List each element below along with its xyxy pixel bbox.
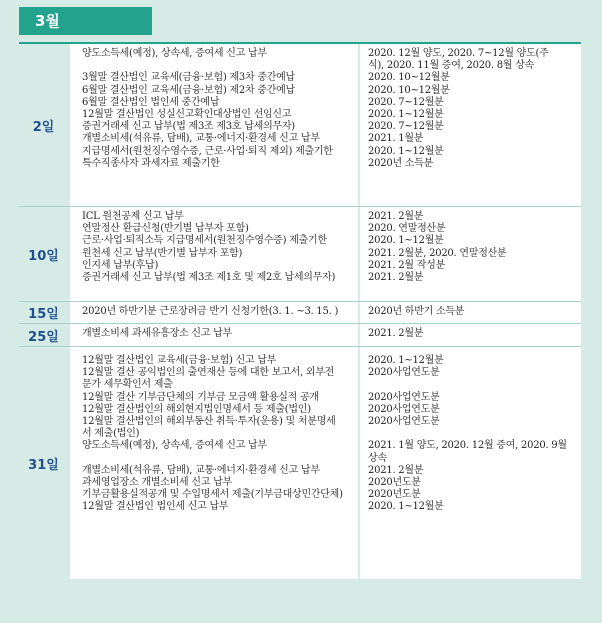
task-item: 양도소득세(예정), 상속세, 증여세 신고 납부 (82, 48, 267, 59)
task-item: 12월말 결산 기부금단체의 기부금 모금액 활용실적 공개 (82, 391, 319, 403)
period-item: 2020. 1~12월분 (368, 501, 444, 513)
task-item: 2020년 하반기분 근로장려금 반기 신청기한(3. 1. ~3. 15. ) (82, 306, 339, 317)
task-list (70, 44, 358, 206)
period-item: 2020. 1~12월분 (368, 145, 444, 157)
task-item: 3월말 결산법인 교육세(금융·보험) 제3차 중간예납 (82, 72, 295, 84)
task-item: 증권거래세 신고 납부(법 제3조 제3호 납세의무자) (82, 121, 295, 133)
task-item: 12월말 결산 공익법인의 출연재산 등에 대한 보고서, 외부전 (82, 367, 335, 379)
task-item: 문가 세무확인서 제출 (82, 379, 173, 391)
task-item: 개별소비세 과세유흥장소 신고 납부 (82, 328, 232, 339)
period-item: 2020. 1~12월분 (368, 235, 444, 247)
task-item: 12월말 결산법인 교육세(금융·보험) 신고 납부 (82, 355, 277, 366)
schedule-row (19, 207, 581, 302)
period-item (368, 379, 575, 391)
period-item: 2020사업연도분 (368, 391, 440, 403)
due-day-label: 15일 (19, 302, 68, 323)
period-item: 2020. 1~12월분 (368, 355, 444, 366)
period-item: 2021. 1월분 (368, 133, 424, 145)
task-item (82, 60, 352, 72)
task-item: 12월말 결산법인의 해외부동산 취득·투자(운용) 및 처분명세 (82, 416, 336, 428)
task-list (70, 324, 358, 346)
task-item: 개별소비세(석유류, 담배), 교통·에너지·환경세 신고 납부 (82, 133, 320, 145)
period-list (360, 302, 581, 323)
task-list (70, 207, 358, 301)
period-item: 2020년 소득분 (368, 157, 434, 169)
period-item: 2020. 7~12월분 (368, 121, 444, 133)
period-item: 2021. 1월 양도, 2020. 12월 증여, 2020. 9월 (368, 440, 567, 452)
period-item: 2021. 2월분 (368, 272, 424, 284)
period-item: 식), 2020. 11월 증여, 2020. 8월 상속 (368, 60, 535, 72)
period-item: 2021. 2월분 (368, 328, 424, 339)
month-title: 3월 (19, 7, 152, 35)
task-item: 특수직종사자 과세자료 제출기한 (82, 157, 220, 169)
schedule-row (19, 302, 581, 324)
period-item: 2021. 2월분 (368, 464, 424, 476)
task-item: 개별소비세(석유류, 담배), 교통·에너지·환경세 신고 납부 (82, 464, 320, 476)
task-item (82, 453, 352, 465)
period-item (368, 428, 575, 440)
schedule-row (19, 44, 581, 207)
period-item: 2020. 7~12월분 (368, 96, 444, 108)
period-item: 2020년도분 (368, 489, 421, 501)
task-item: 근로·사업·퇴직소득 지급명세서(원천징수영수증) 제출기한 (82, 235, 327, 247)
period-item: 2020년도분 (368, 477, 421, 488)
task-item: ICL 원천공제 신고 납부 (82, 211, 184, 222)
period-item: 2020사업연도분 (368, 416, 440, 427)
task-item: 12월말 결산법인 법인세 신고 납부 (82, 501, 229, 513)
period-item: 2020년 하반기 소득분 (368, 306, 465, 317)
period-list (360, 324, 581, 346)
due-day-label: 10일 (19, 207, 68, 301)
task-item: 기부금활용실적공개 및 수입명세서 제출(기부금대상민간단체) (82, 489, 343, 501)
period-list (360, 44, 581, 206)
period-list (360, 347, 581, 579)
task-item: 6월말 결산법인 교육세(금융·보험) 제2차 중간예납 (82, 84, 295, 96)
period-item: 2020사업연도분 (368, 367, 440, 379)
period-item: 상속 (368, 452, 387, 464)
task-item: 과세영업장소 개별소비세 신고 납부 (82, 477, 232, 489)
due-day-label: 31일 (19, 347, 68, 579)
task-list (70, 302, 358, 323)
task-item: 서 제출(법인) (82, 428, 140, 440)
schedule-row (19, 347, 581, 579)
period-item: 2020. 연말정산분 (368, 223, 446, 235)
task-item: 증권거래세 신고 납부(법 제3조 제1호 및 제2호 납세의무자) (82, 272, 336, 284)
schedule-row (19, 324, 581, 347)
task-item: 지급명세서(원천징수영수증, 근로·사업·퇴직 제외) 제출기한 (82, 145, 333, 157)
period-item: 2021. 2월분 (368, 211, 424, 222)
task-item: 6월말 결산법인 법인세 중간예납 (82, 96, 220, 108)
task-item: 연말정산 환급신청(반기별 납부자 포함) (82, 223, 249, 235)
task-item: 12월말 결산법인 성실신고확인대상법인 선임신고 (82, 109, 292, 120)
period-list (360, 207, 581, 301)
task-item: 원천세 신고 납부(반기별 납부자 포함) (82, 247, 243, 259)
due-day-label: 25일 (19, 324, 68, 346)
period-item: 2020. 1~12월분 (368, 109, 444, 121)
period-item: 2020. 10~12월분 (368, 72, 450, 84)
period-item: 2020사업연도분 (368, 403, 440, 415)
period-item: 2021. 2월 작성분 (368, 259, 445, 271)
period-item: 2020. 10~12월분 (368, 84, 450, 96)
period-item: 2020. 12월 양도, 2020. 7~12월 양도(주 (368, 48, 549, 59)
due-day-label: 2일 (19, 44, 68, 206)
task-item: 12월말 결산법인의 해외현지법인명세서 등 제출(법인) (82, 403, 311, 415)
task-item: 인지세 납부(후납) (82, 259, 159, 271)
task-item: 양도소득세(예정), 상속세, 증여세 신고 납부 (82, 440, 267, 452)
task-list (70, 347, 358, 579)
tax-schedule-table (19, 42, 581, 579)
period-item: 2021. 2월분, 2020. 연말정산분 (368, 247, 507, 259)
